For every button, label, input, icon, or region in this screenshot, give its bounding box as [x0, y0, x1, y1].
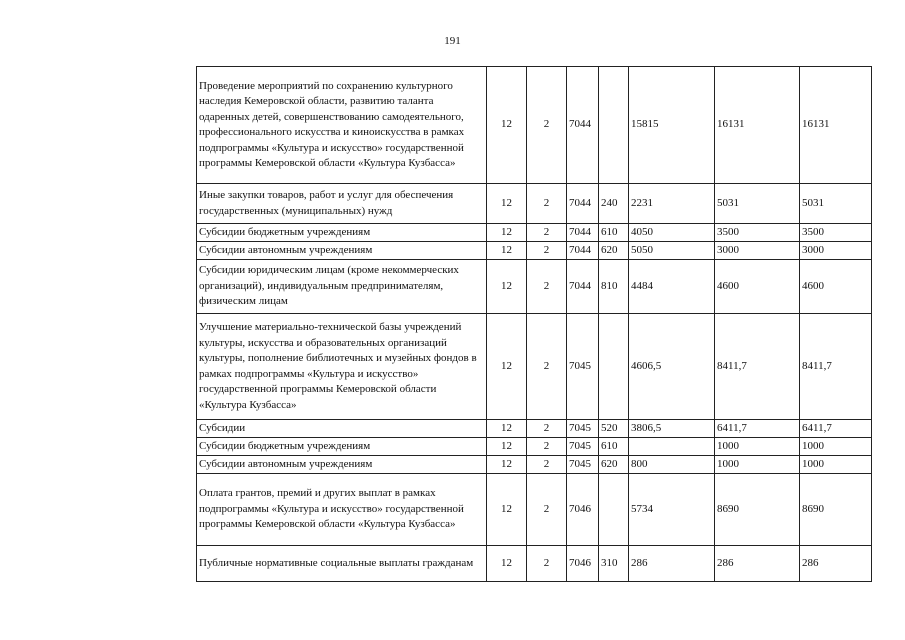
row-section: 12 [487, 474, 527, 546]
row-expense-type: 240 [599, 184, 629, 224]
row-year1: 4606,5 [629, 314, 715, 420]
table-row [197, 420, 872, 438]
row-year2: 4600 [715, 260, 800, 314]
row-year3: 8411,7 [800, 314, 872, 420]
row-expense-type: 610 [599, 438, 629, 456]
row-name: Улучшение материально-технической базы учреждений культуры, искусства и образовательных организаций культуры, пополнение библиотечных и музейных фондов в рамках подпрограммы «Культура и искусство» государственной программы Кемеровской области «Культура Кузбасса» [197, 314, 487, 420]
row-name: Субсидии бюджетным учреждениям [197, 224, 487, 242]
row-year1: 2231 [629, 184, 715, 224]
row-section: 12 [487, 546, 527, 582]
row-year3: 286 [800, 546, 872, 582]
row-year3: 3000 [800, 242, 872, 260]
row-section: 12 [487, 420, 527, 438]
row-name: Субсидии автономным учреждениям [197, 242, 487, 260]
row-name: Субсидии юридическим лицам (кроме некоммерческих организаций), индивидуальным предпринимателям, физическим лицам [197, 260, 487, 314]
table-row [197, 546, 872, 582]
row-article: 7044 [567, 260, 599, 314]
row-section: 12 [487, 260, 527, 314]
row-section: 12 [487, 67, 527, 184]
row-article: 7044 [567, 67, 599, 184]
row-article: 7045 [567, 456, 599, 474]
row-subsection: 2 [527, 184, 567, 224]
row-year3: 4600 [800, 260, 872, 314]
row-year1: 800 [629, 456, 715, 474]
row-year1 [629, 438, 715, 456]
table-row [197, 260, 872, 314]
table-row [197, 242, 872, 260]
row-expense-type [599, 67, 629, 184]
row-year2: 3500 [715, 224, 800, 242]
row-expense-type [599, 474, 629, 546]
row-year1: 5734 [629, 474, 715, 546]
row-subsection: 2 [527, 314, 567, 420]
table-row [197, 474, 872, 546]
row-year1: 4484 [629, 260, 715, 314]
row-subsection: 2 [527, 420, 567, 438]
table-row [197, 224, 872, 242]
row-subsection: 2 [527, 438, 567, 456]
row-year2: 16131 [715, 67, 800, 184]
row-year2: 8690 [715, 474, 800, 546]
row-article: 7044 [567, 224, 599, 242]
row-subsection: 2 [527, 260, 567, 314]
row-name: Иные закупки товаров, работ и услуг для обеспечения государственных (муниципальных) нужд [197, 184, 487, 224]
page-number: 191 [444, 35, 461, 47]
table-row [197, 67, 872, 184]
row-section: 12 [487, 224, 527, 242]
row-name: Публичные нормативные социальные выплаты гражданам [197, 546, 487, 582]
row-year2: 286 [715, 546, 800, 582]
row-subsection: 2 [527, 474, 567, 546]
row-year3: 5031 [800, 184, 872, 224]
row-year2: 1000 [715, 456, 800, 474]
row-name: Субсидии бюджетным учреждениям [197, 438, 487, 456]
row-subsection: 2 [527, 456, 567, 474]
row-expense-type: 310 [599, 546, 629, 582]
row-year1: 3806,5 [629, 420, 715, 438]
row-article: 7044 [567, 184, 599, 224]
row-year1: 286 [629, 546, 715, 582]
row-subsection: 2 [527, 67, 567, 184]
row-year3: 3500 [800, 224, 872, 242]
row-year3: 6411,7 [800, 420, 872, 438]
row-year2: 5031 [715, 184, 800, 224]
row-expense-type: 810 [599, 260, 629, 314]
row-subsection: 2 [527, 242, 567, 260]
budget-table [196, 66, 872, 582]
row-article: 7046 [567, 546, 599, 582]
row-year3: 1000 [800, 438, 872, 456]
row-year2: 3000 [715, 242, 800, 260]
row-article: 7045 [567, 314, 599, 420]
row-year2: 6411,7 [715, 420, 800, 438]
row-name: Субсидии автономным учреждениям [197, 456, 487, 474]
row-expense-type: 620 [599, 242, 629, 260]
row-section: 12 [487, 456, 527, 474]
row-name: Проведение мероприятий по сохранению культурного наследия Кемеровской области, развитию таланта одаренных детей, совершенствованию самодеятельного, профессионального искусства и киноискусства в рамках подпрограммы «Культура и искусство» государственной программы Кемеровской области «Культура Кузбасса» [197, 67, 487, 184]
row-expense-type: 610 [599, 224, 629, 242]
row-year3: 1000 [800, 456, 872, 474]
row-section: 12 [487, 242, 527, 260]
row-expense-type [599, 314, 629, 420]
row-name: Субсидии [197, 420, 487, 438]
row-year2: 1000 [715, 438, 800, 456]
row-article: 7045 [567, 420, 599, 438]
table-row [197, 456, 872, 474]
row-year3: 8690 [800, 474, 872, 546]
row-year1: 4050 [629, 224, 715, 242]
row-article: 7044 [567, 242, 599, 260]
row-year1: 5050 [629, 242, 715, 260]
row-subsection: 2 [527, 224, 567, 242]
row-article: 7046 [567, 474, 599, 546]
row-subsection: 2 [527, 546, 567, 582]
row-section: 12 [487, 438, 527, 456]
row-section: 12 [487, 314, 527, 420]
row-year3: 16131 [800, 67, 872, 184]
row-year1: 15815 [629, 67, 715, 184]
row-expense-type: 520 [599, 420, 629, 438]
table-row [197, 314, 872, 420]
row-article: 7045 [567, 438, 599, 456]
table-row [197, 184, 872, 224]
table-row [197, 438, 872, 456]
row-expense-type: 620 [599, 456, 629, 474]
row-section: 12 [487, 184, 527, 224]
row-name: Оплата грантов, премий и других выплат в рамках подпрограммы «Культура и искусство» государственной программы Кемеровской области «Культура Кузбасса» [197, 474, 487, 546]
row-year2: 8411,7 [715, 314, 800, 420]
